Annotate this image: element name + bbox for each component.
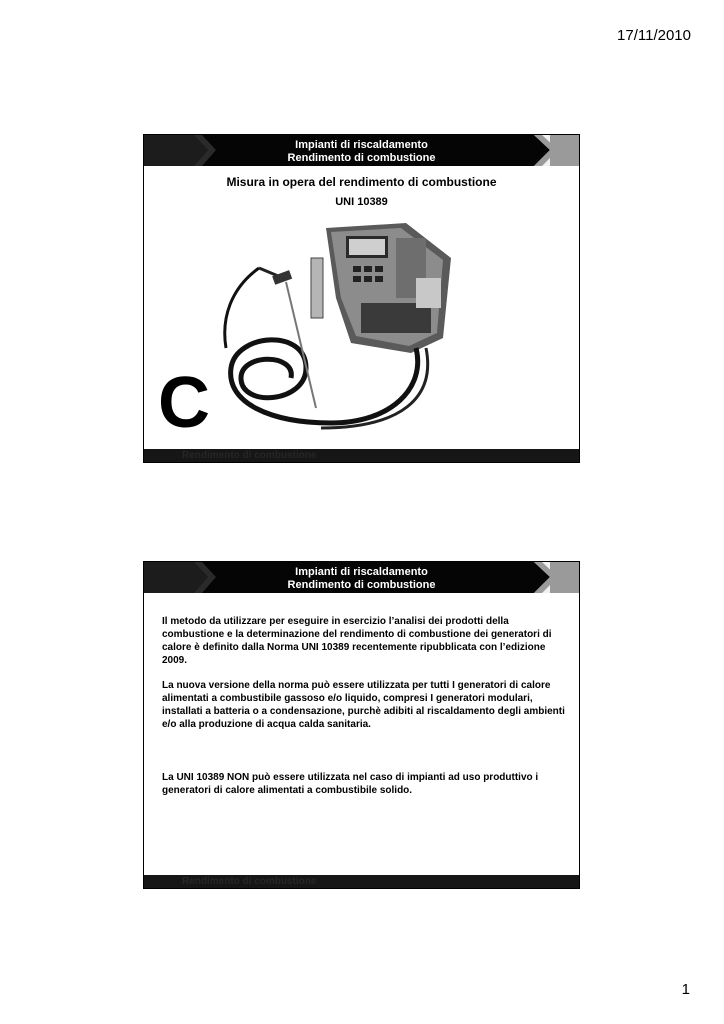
paragraph: La nuova versione della norma può essere utilizzata per tutti I generatori di calore alimentati a combustibile gassoso e/o liquido, compresi I generatori modulari, installati a batteria o a condensazione, purchè adibiti al riscaldamento degli ambienti e/o alla produzione di acqua calda sanitaria. <box>162 680 565 730</box>
header-line-2: Rendimento di combustione <box>287 152 436 164</box>
page-date: 17/11/2010 <box>617 27 691 44</box>
slide-header <box>144 562 579 593</box>
section-letter: C <box>158 363 208 443</box>
header-title <box>144 139 579 165</box>
slide-title: Misura in opera del rendimento di combustione <box>226 175 497 189</box>
paragraph: La UNI 10389 NON può essere utilizzata nel caso di impianti ad uso produttivo i generatori di calore alimentati a combustibile solido. <box>162 772 539 796</box>
slide-footer <box>144 449 579 462</box>
slide-2 <box>143 561 580 889</box>
slide-header <box>144 135 579 166</box>
header-line-1: Impianti di riscaldamento <box>295 139 428 151</box>
header-line-2: Rendimento di combustione <box>287 579 436 591</box>
combustion-analyzer-image <box>211 218 456 430</box>
slide-1 <box>143 134 580 463</box>
header-line-1: Impianti di riscaldamento <box>295 566 428 578</box>
footer-text: Rendimento di combustione <box>182 876 317 887</box>
page-number: 1 <box>681 981 690 998</box>
slide-body <box>162 615 573 797</box>
header-title <box>144 566 579 592</box>
footer-text: Rendimento di combustione <box>182 450 317 461</box>
paragraph: Il metodo da utilizzare per eseguire in esercizio l’analisi dei prodotti della combustione e la determinazione del rendimento di combustione dei generatori di calore è definito dalla Norma UNI 10389 recentemente ripubblicata con l’edizione 2009. <box>162 616 552 666</box>
slide-footer <box>144 875 579 888</box>
slide-subtitle: UNI 10389 <box>335 196 388 208</box>
